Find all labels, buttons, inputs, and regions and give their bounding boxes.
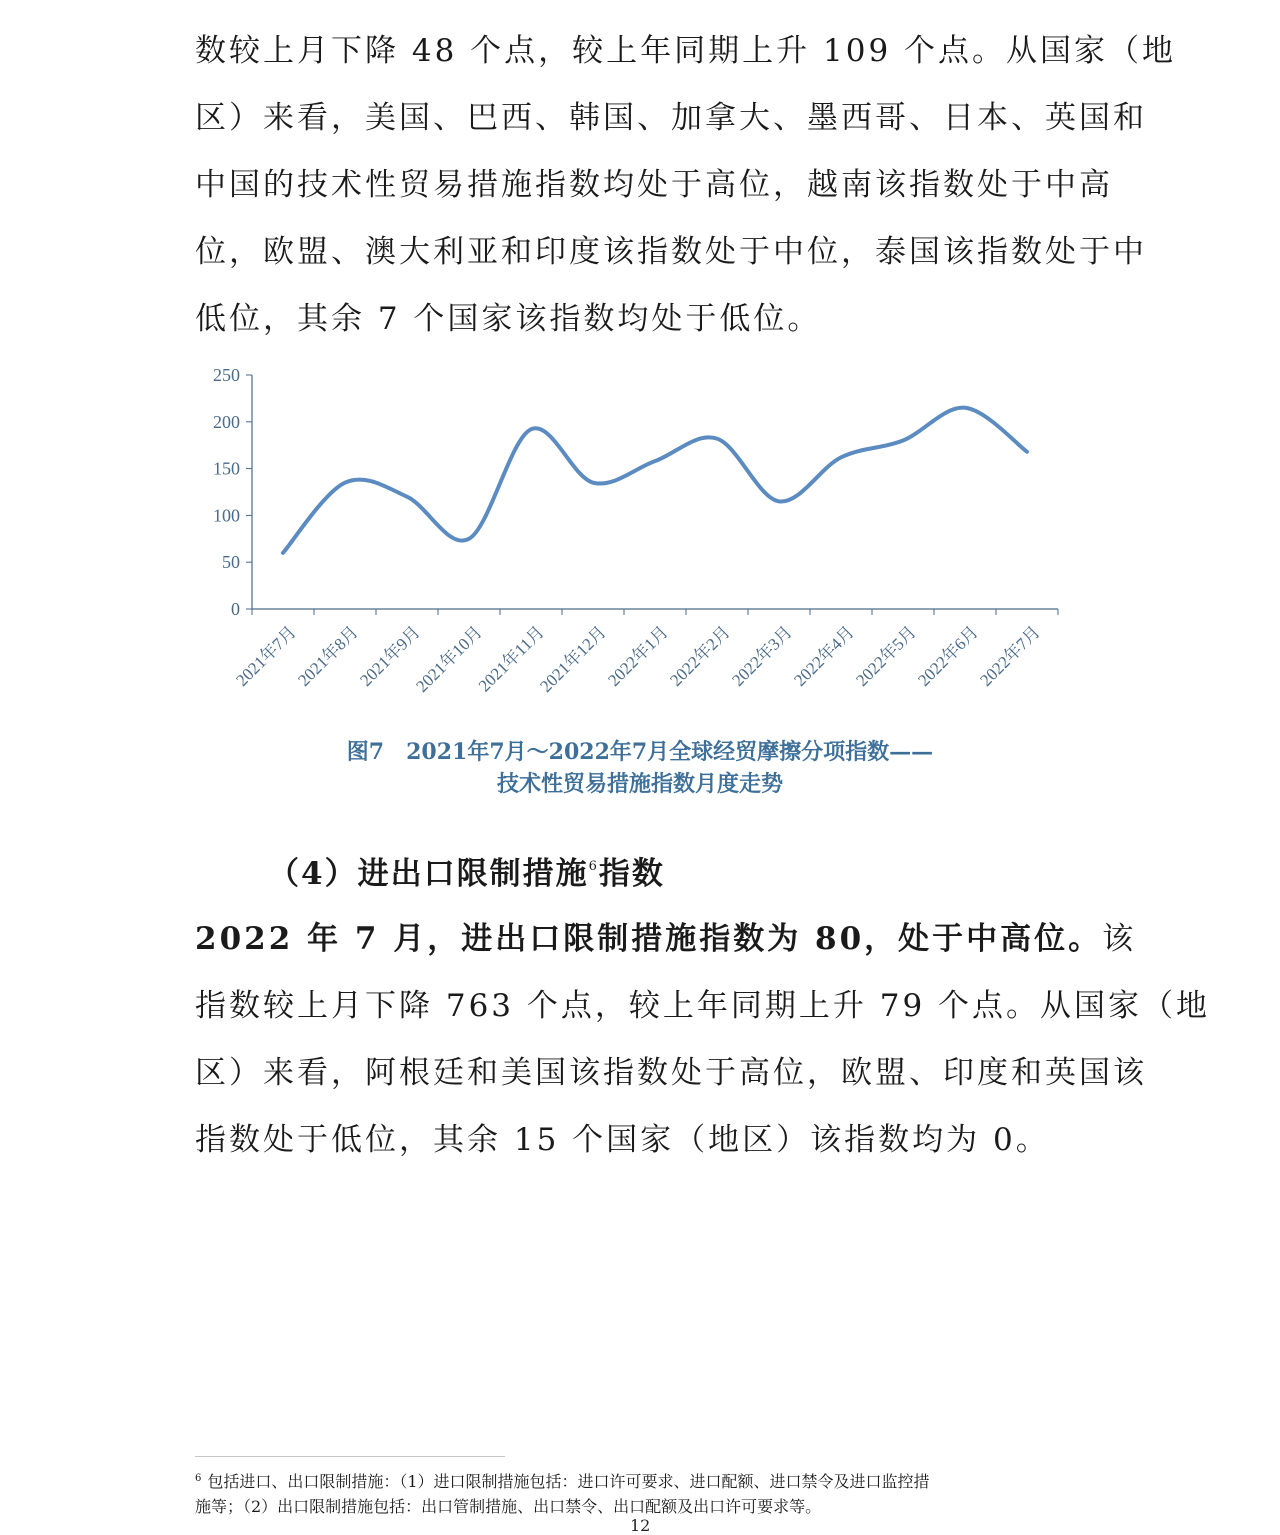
footnote-line (195, 1466, 1090, 1494)
x-tick-label: 2022年7月 (976, 622, 1044, 690)
section-heading (268, 848, 665, 893)
y-tick-label: 50 (222, 552, 240, 573)
paragraph-lead-rest: 该 (1102, 921, 1137, 957)
series-line (283, 408, 1027, 553)
footnote-divider (195, 1456, 505, 1457)
x-tick-label: 2021年8月 (294, 622, 362, 690)
y-tick-label: 250 (213, 365, 240, 385)
paragraph-line: 数较上月下降 48 个点，较上年同期上升 109 个点。从国家（地 (195, 33, 1177, 69)
footnote-text: 包括进口、出口限制措施：（1）进口限制措施包括：进口许可要求、进口配额、进口禁令及进口监控措 (207, 1472, 930, 1491)
y-tick-label: 100 (213, 505, 240, 526)
y-tick-label: 150 (213, 458, 240, 479)
paragraph-line: 位，欧盟、澳大利亚和印度该指数处于中位，泰国该指数处于中 (195, 234, 1147, 270)
body-paragraph-top (195, 18, 1177, 353)
x-tick-label: 2022年2月 (666, 622, 734, 690)
paragraph-line: 中国的技术性贸易措施指数均处于高位，越南该指数处于中高 (195, 167, 1113, 203)
x-tick-label: 2021年12月 (536, 622, 610, 696)
footnote (195, 1466, 1090, 1519)
paragraph-line (195, 906, 1137, 973)
x-tick-label: 2022年3月 (728, 622, 796, 690)
footnote-marker: 6 (195, 1473, 202, 1484)
figure-caption-line1: 图7 2021年7月～2022年7月全球经贸摩擦分项指数—— (346, 739, 934, 765)
paragraph-line: 区）来看，美国、巴西、韩国、加拿大、墨西哥、日本、英国和 (195, 100, 1147, 136)
paragraph-line: 区）来看，阿根廷和美国该指数处于高位，欧盟、印度和英国该 (195, 1055, 1147, 1091)
body-paragraph-bottom (195, 906, 1211, 1174)
x-tick-label: 2021年10月 (412, 622, 486, 696)
x-tick-label: 2021年7月 (232, 622, 300, 690)
x-tick-label: 2022年4月 (790, 622, 858, 690)
y-tick-label: 0 (231, 599, 240, 619)
x-tick-label: 2022年5月 (852, 622, 920, 690)
section-heading-tail: 指数 (598, 856, 665, 892)
section-heading-label: （4）进出口限制措施 (268, 856, 589, 892)
y-tick-label: 200 (213, 411, 240, 432)
chart-canvas (190, 358, 1090, 738)
x-tick-label: 2022年1月 (604, 622, 672, 690)
x-tick-label: 2021年9月 (356, 622, 424, 690)
figure-caption-line2: 技术性贸易措施指数月度走势 (496, 771, 783, 797)
footnote-ref[interactable]: 6 (588, 859, 599, 874)
x-tick-label: 2022年6月 (914, 622, 982, 690)
page-number: 12 (630, 1516, 651, 1535)
paragraph-line: 指数较上月下降 763 个点，较上年同期上升 79 个点。从国家（地 (195, 988, 1211, 1024)
paragraph-line: 低位，其余 7 个国家该指数均处于低位。 (195, 301, 822, 337)
paragraph-lead-bold: 2022 年 7 月，进出口限制措施指数为 80，处于中高位。 (195, 921, 1103, 957)
x-tick-label: 2021年11月 (474, 622, 548, 696)
footnote-line: 施等；（2）出口限制措施包括：出口管制措施、出口禁令、出口配额及出口许可要求等。 (195, 1497, 822, 1516)
paragraph-line: 指数处于低位，其余 15 个国家（地区）该指数均为 0。 (195, 1122, 1050, 1158)
